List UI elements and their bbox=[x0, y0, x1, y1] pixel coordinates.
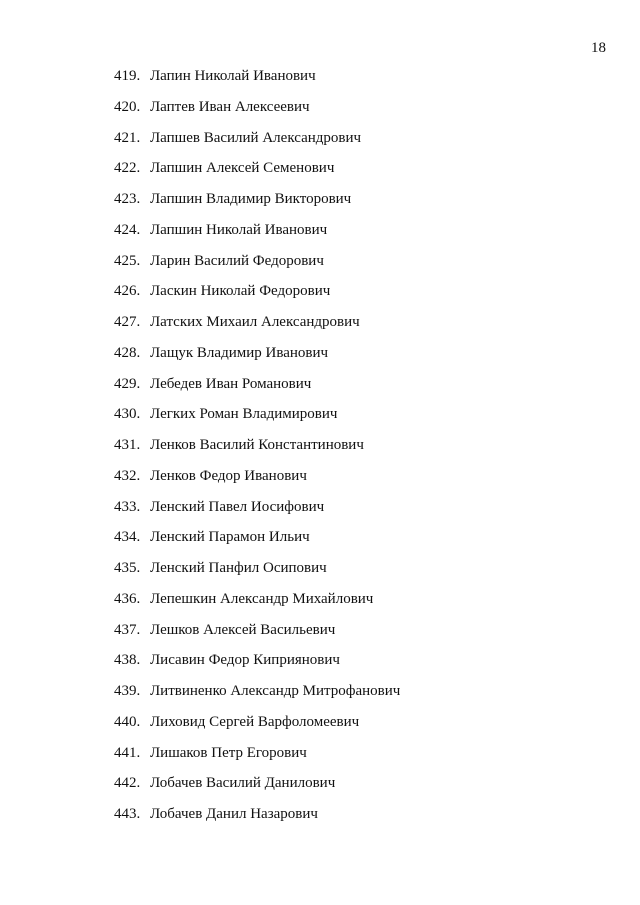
entry-name: Ларин Василий Федорович bbox=[150, 252, 324, 269]
list-item bbox=[114, 253, 400, 284]
entry-number: 440. bbox=[114, 713, 141, 730]
entry-name: Лапшин Николай Иванович bbox=[150, 221, 328, 238]
entry-number: 421. bbox=[114, 129, 141, 146]
entry-name: Лешков Алексей Васильевич bbox=[150, 621, 336, 638]
list-item bbox=[114, 683, 400, 714]
entry-name: Латских Михаил Александрович bbox=[150, 314, 360, 330]
list-item bbox=[114, 529, 400, 560]
list-item bbox=[114, 499, 400, 530]
entry-name: Ласкин Николай Федорович bbox=[150, 283, 331, 300]
entry-name: Лобачев Данил Назарович bbox=[150, 806, 318, 822]
entry-number: 441. bbox=[114, 744, 141, 761]
entry-number: 436. bbox=[114, 590, 141, 607]
entry-number: 435. bbox=[114, 560, 141, 576]
list-item bbox=[114, 99, 400, 130]
entry-number: 442. bbox=[114, 775, 141, 792]
list-item bbox=[114, 130, 400, 161]
list-item bbox=[114, 437, 400, 468]
entry-name: Литвиненко Александр Митрофанович bbox=[150, 683, 401, 699]
entry-number: 427. bbox=[114, 314, 141, 330]
list-item bbox=[114, 714, 400, 745]
name-list bbox=[114, 68, 400, 837]
entry-number: 433. bbox=[114, 498, 141, 515]
entry-number: 438. bbox=[114, 652, 141, 669]
entry-name: Лишаков Петр Егорович bbox=[150, 744, 307, 761]
entry-number: 443. bbox=[114, 806, 141, 822]
entry-number: 432. bbox=[114, 467, 141, 484]
entry-number: 424. bbox=[114, 221, 141, 238]
entry-number: 420. bbox=[114, 98, 141, 115]
list-item bbox=[114, 622, 400, 653]
list-item bbox=[114, 591, 400, 622]
list-item bbox=[114, 160, 400, 191]
entry-name: Лапшин Владимир Викторович bbox=[150, 191, 352, 207]
entry-name: Ленков Василий Константинович bbox=[150, 437, 364, 453]
entry-name: Лапин Николай Иванович bbox=[150, 68, 316, 84]
entry-name: Ленков Федор Иванович bbox=[150, 467, 307, 484]
entry-number: 431. bbox=[114, 437, 141, 453]
entry-name: Легких Роман Владимирович bbox=[150, 406, 338, 423]
list-item bbox=[114, 376, 400, 407]
entry-name: Ленский Павел Иосифович bbox=[150, 498, 325, 515]
list-item bbox=[114, 468, 400, 499]
list-item bbox=[114, 745, 400, 776]
list-item bbox=[114, 222, 400, 253]
entry-number: 429. bbox=[114, 375, 141, 392]
entry-name: Лапшев Василий Александрович bbox=[150, 129, 362, 146]
entry-name: Лащук Владимир Иванович bbox=[150, 344, 329, 361]
entry-name: Лебедев Иван Романович bbox=[150, 375, 312, 392]
entry-number: 425. bbox=[114, 252, 141, 269]
entry-number: 434. bbox=[114, 529, 141, 546]
entry-name: Лиховид Сергей Варфоломеевич bbox=[150, 713, 360, 730]
entry-name: Лапшин Алексей Семенович bbox=[150, 160, 335, 177]
entry-number: 419. bbox=[114, 68, 141, 84]
list-item bbox=[114, 68, 400, 99]
entry-name: Ленский Панфил Осипович bbox=[150, 560, 327, 576]
entry-number: 422. bbox=[114, 160, 141, 177]
entry-name: Лобачев Василий Данилович bbox=[150, 775, 336, 792]
entry-name: Лаптев Иван Алексеевич bbox=[150, 98, 310, 115]
list-item bbox=[114, 406, 400, 437]
list-item bbox=[114, 314, 400, 345]
entry-number: 428. bbox=[114, 344, 141, 361]
list-item bbox=[114, 345, 400, 376]
list-item bbox=[114, 560, 400, 591]
list-item bbox=[114, 652, 400, 683]
entry-number: 430. bbox=[114, 406, 141, 423]
entry-number: 437. bbox=[114, 621, 141, 638]
list-item bbox=[114, 775, 400, 806]
list-item bbox=[114, 806, 400, 837]
page-number: 18 bbox=[591, 40, 606, 56]
entry-number: 423. bbox=[114, 191, 141, 207]
entry-number: 426. bbox=[114, 283, 141, 300]
entry-name: Лисавин Федор Киприянович bbox=[150, 652, 340, 669]
list-item bbox=[114, 191, 400, 222]
entry-name: Ленский Парамон Ильич bbox=[150, 529, 310, 546]
entry-name: Лепешкин Александр Михайлович bbox=[150, 590, 374, 607]
list-item bbox=[114, 283, 400, 314]
entry-number: 439. bbox=[114, 683, 141, 699]
